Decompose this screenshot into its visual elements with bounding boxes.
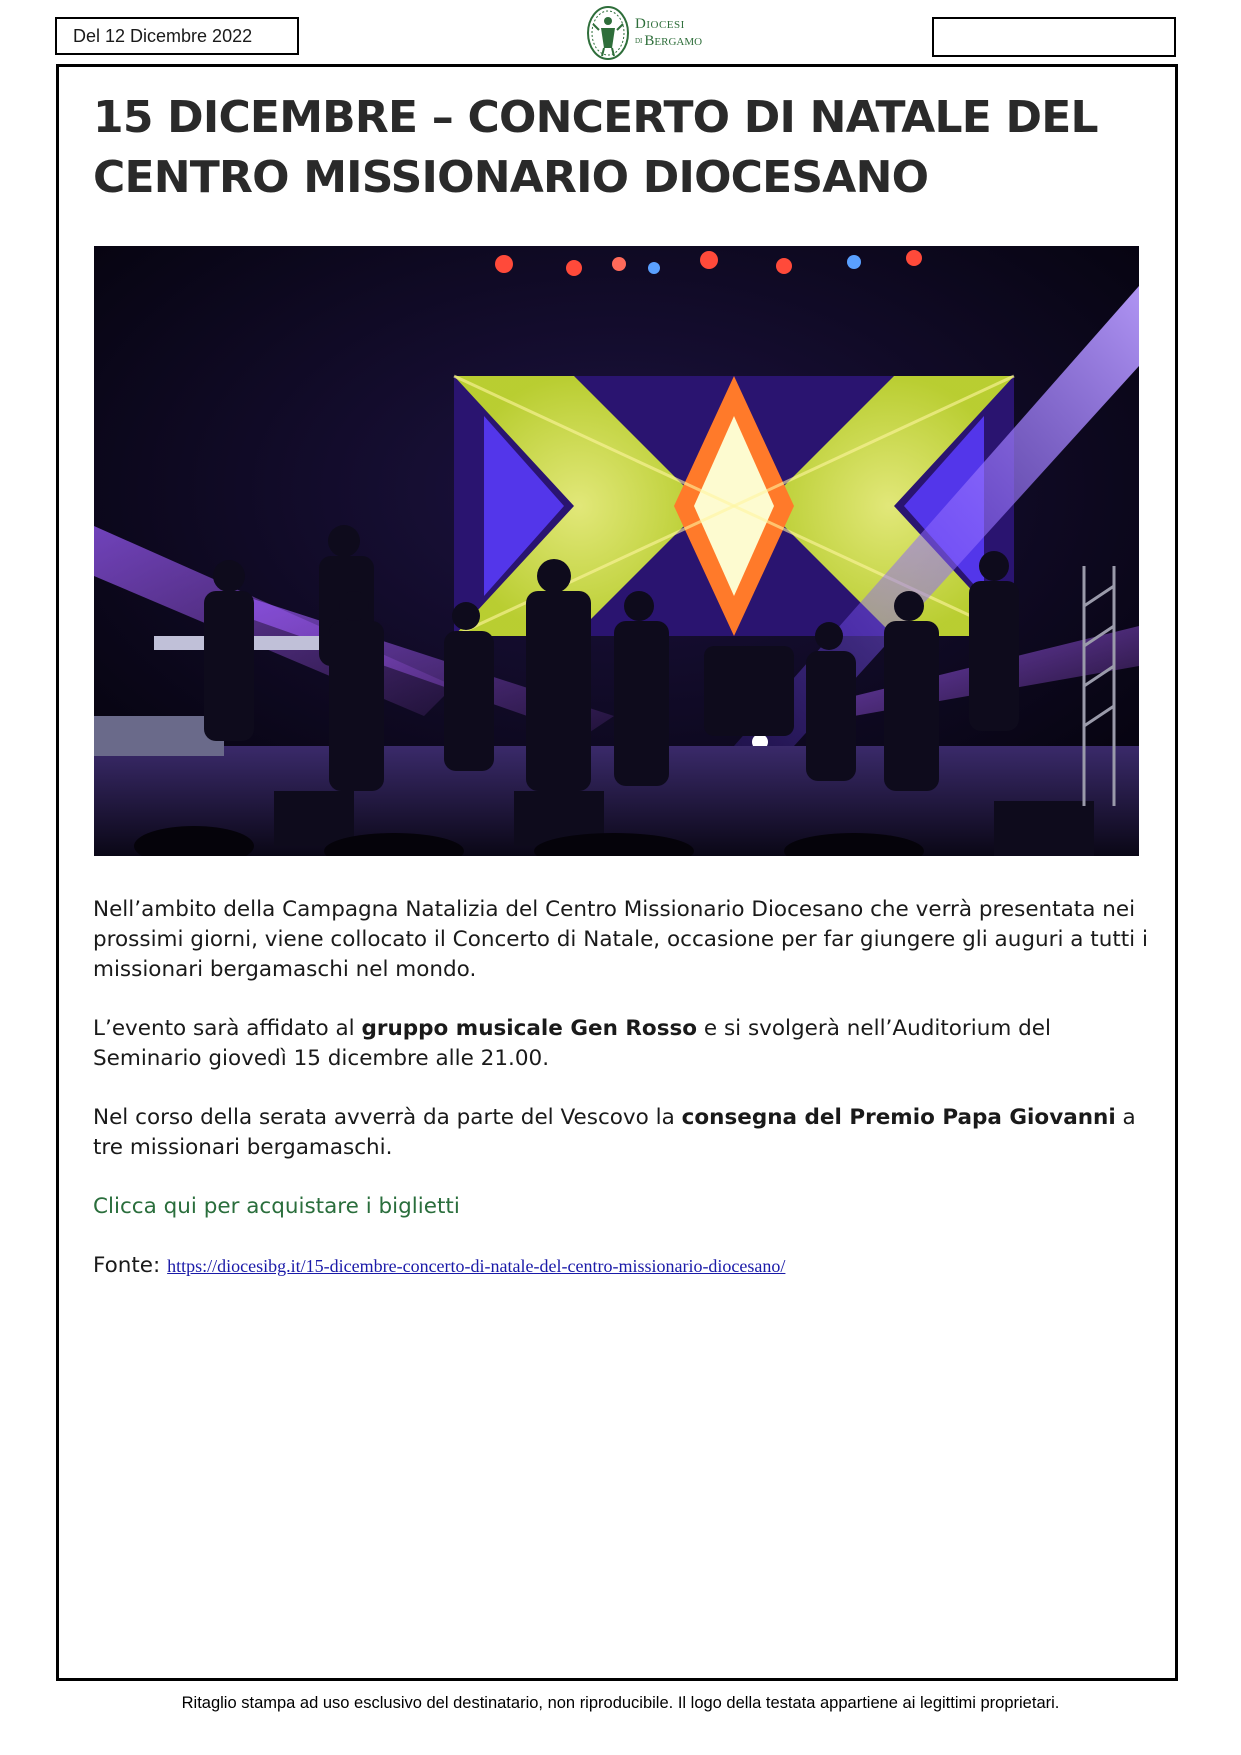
concert-photo [94,246,1139,856]
clipping-date [55,17,299,55]
source-line [93,1251,1153,1281]
footer-disclaimer: Ritaglio stampa ad uso esclusivo del destinatario, non riproducibile. Il logo della testata appartiene ai legittimi proprietari. [181,1694,1060,1712]
clipping-date-text: Del 12 Dicembre 2022 [73,25,253,46]
highlight-gen-rosso: gruppo musicale Gen Rosso [361,1016,698,1041]
source-label: Fonte: [93,1253,168,1278]
highlight-premio: consegna del Premio Papa Giovanni [681,1105,1116,1130]
diocesi-bergamo-logo [585,3,720,63]
empty-header-box [932,17,1176,57]
buy-tickets-link[interactable]: Clicca qui per acquistare i biglietti [93,1194,460,1219]
source-url-link[interactable]: https://diocesibg.it/15-dicembre-concerto-di-natale-del-centro-missionario-diocesano/ [167,1256,786,1276]
article-paragraph-3: Nel corso della serata avverrà da parte del Vescovo la consegna del Premio Papa Giovanni a tre missionari bergamaschi. [93,1105,1136,1160]
diocese-seal-icon [585,4,631,62]
article-paragraph-2: L’evento sarà affidato al gruppo musicale Gen Rosso e si svolgerà nell’Auditorium del Seminario giovedì 15 dicembre alle 21.00. [93,1016,1051,1071]
concert-stage-image [94,246,1139,856]
article-paragraph-1: Nell’ambito della Campagna Natalizia del Centro Missionario Diocesano che verrà presentata nei prossimi giorni, viene collocato il Concerto di Natale, occasione per far giungere gli auguri a tutti i missionari bergamaschi nel mondo. [93,897,1148,982]
article-title: 15 DICEMBRE – CONCERTO DI NATALE DEL CENTRO MISSIONARIO DIOCESANO [93,92,1098,203]
logo-wordmark: DIOCESI DI BERGAMO [635,16,703,49]
